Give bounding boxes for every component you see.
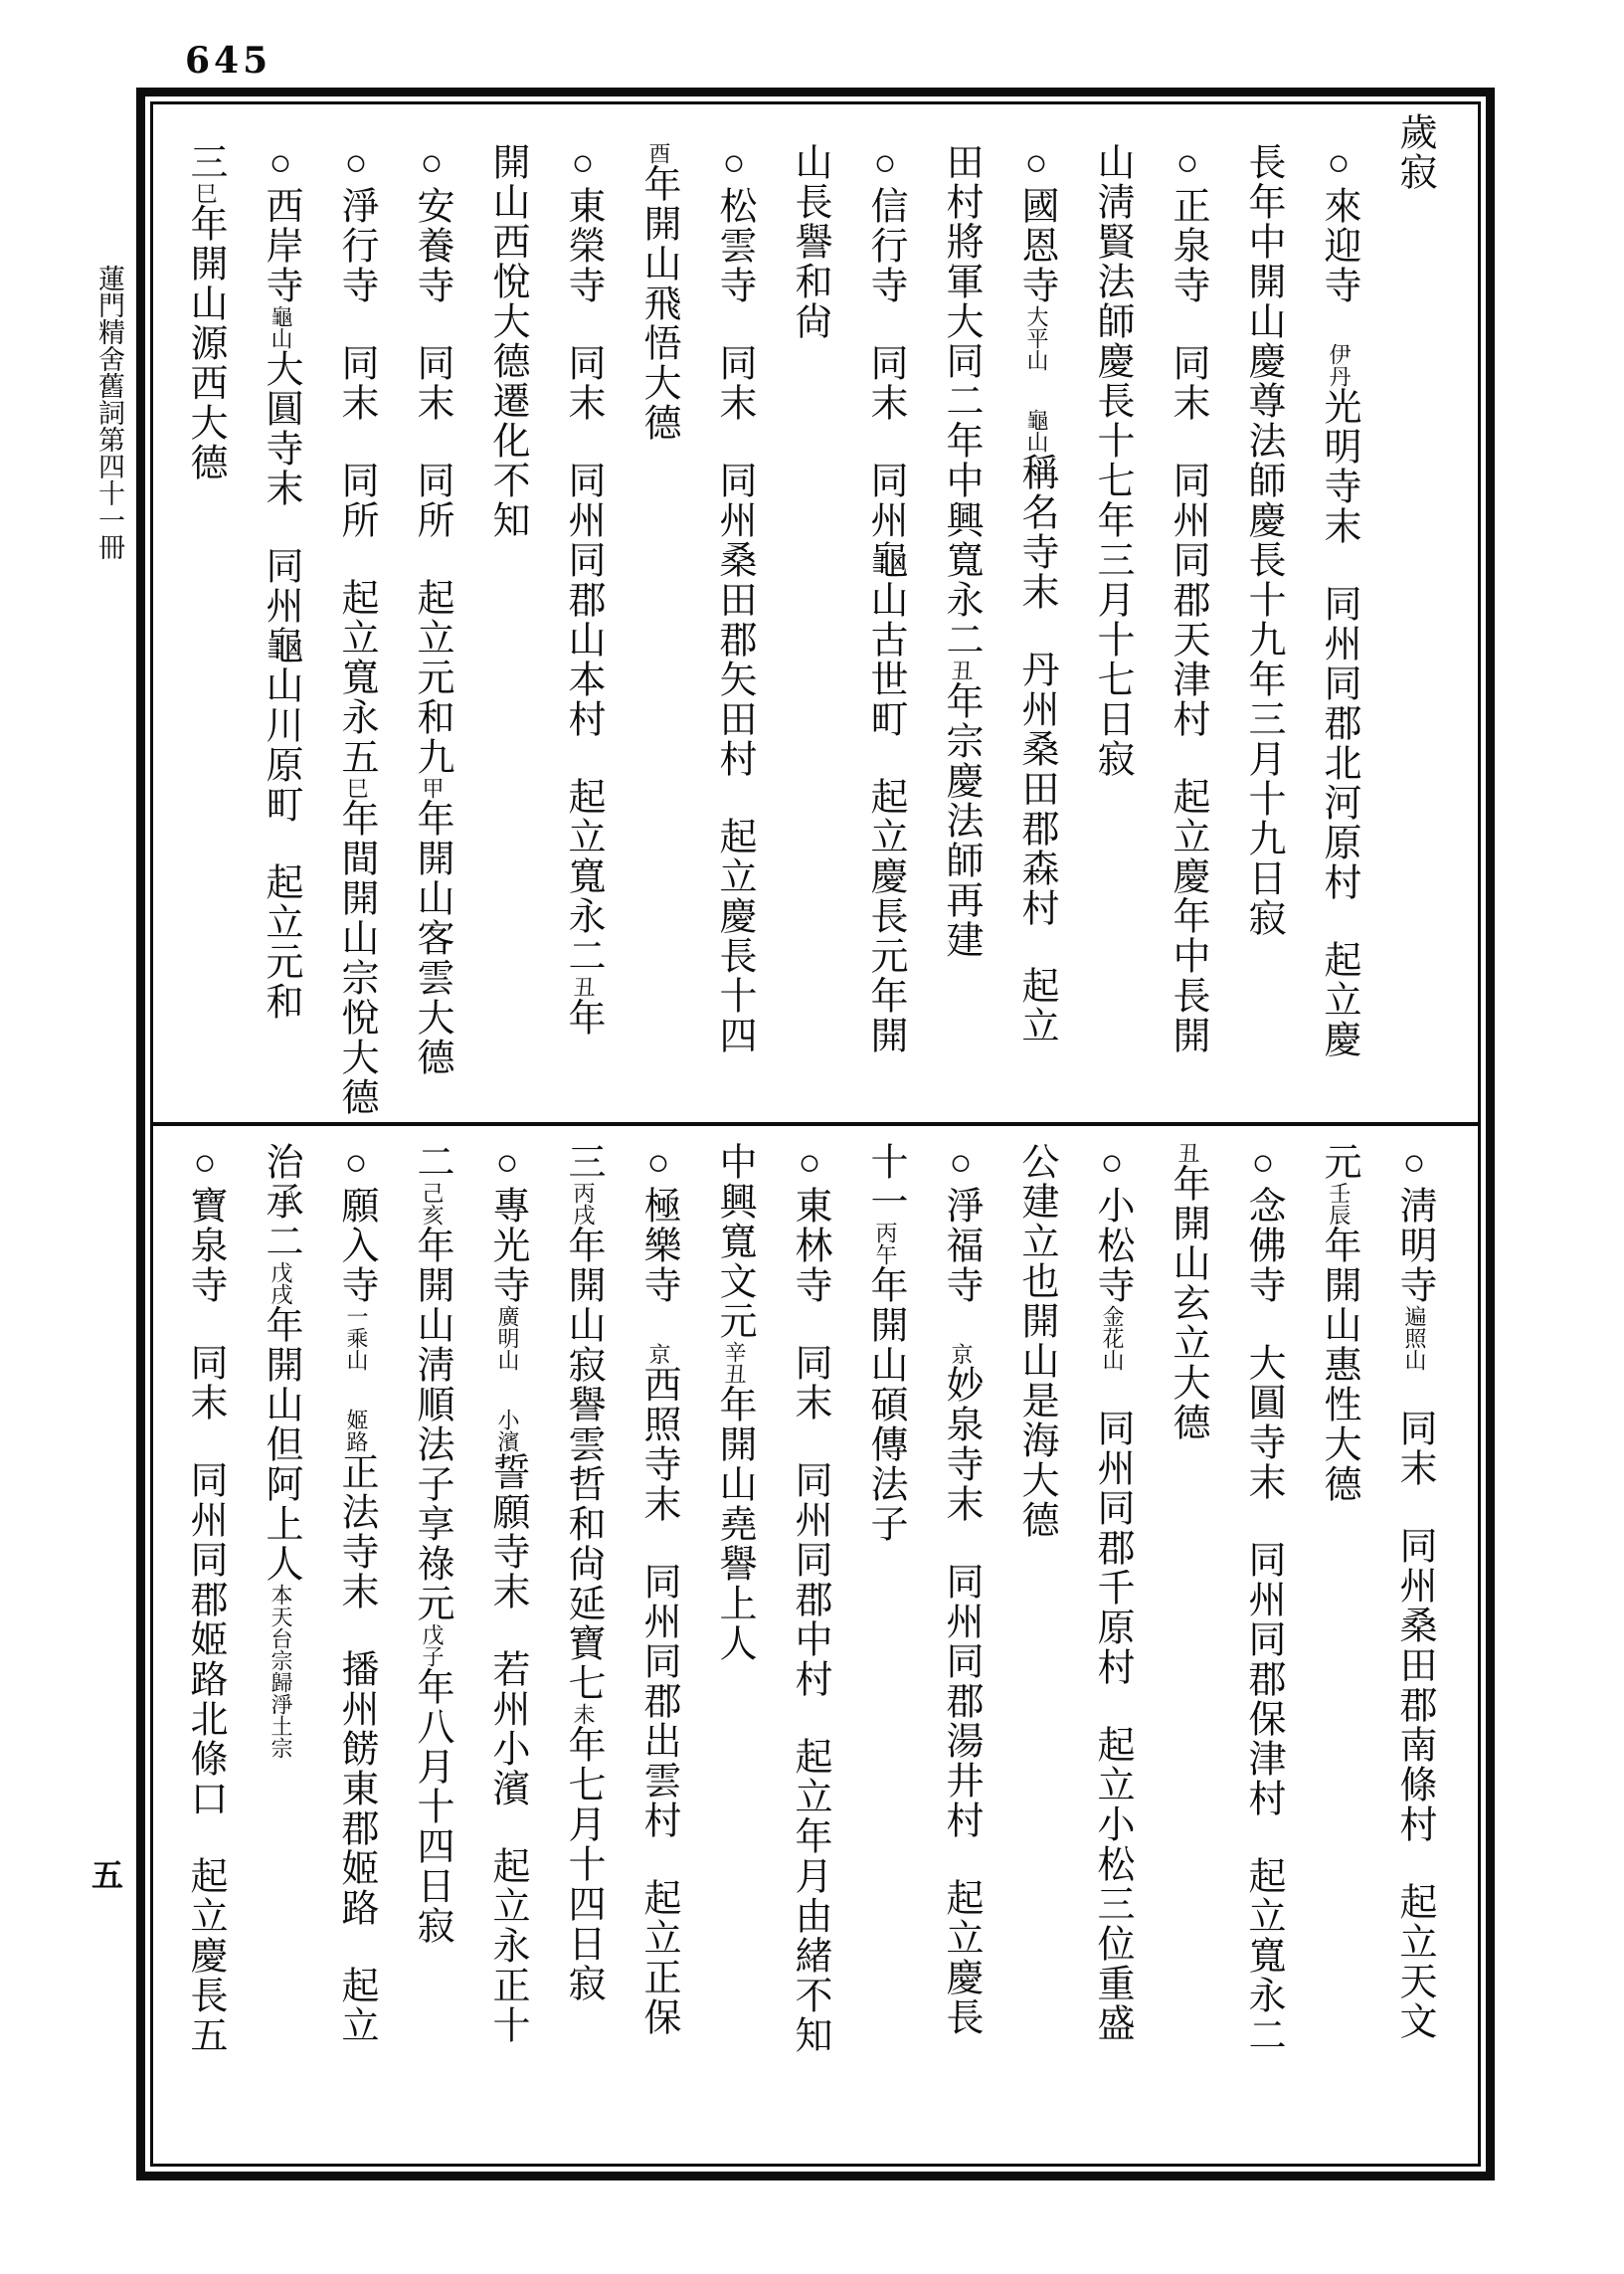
text-run: 年宗慶法師再建 xyxy=(940,681,982,960)
text-run: 年開山惠性大德 xyxy=(1318,1226,1359,1504)
text-run: 妙泉寺末 xyxy=(940,1365,982,1524)
small-annotation: 遍照山 xyxy=(1402,1305,1427,1371)
text-run: 若州小濱 xyxy=(486,1649,528,1808)
text-run: ○寶泉寺 xyxy=(184,1142,226,1305)
small-annotation: 一乘山 xyxy=(344,1305,369,1371)
text-run: 同州同郡北河原村 xyxy=(1318,584,1359,902)
small-annotation: 戊戌 xyxy=(269,1261,293,1305)
text-column xyxy=(394,112,469,1118)
text-run: 起立慶長五 xyxy=(184,1856,226,2055)
text-column xyxy=(167,112,243,1118)
inner-frame xyxy=(150,101,1481,2167)
text-run: 起立 xyxy=(1015,966,1057,1045)
text-column xyxy=(167,1142,243,2160)
text-run: 年開山堯譽上人 xyxy=(713,1385,755,1663)
text-run: ○東林寺 xyxy=(789,1142,830,1305)
text-run: 稱名寺末 xyxy=(1015,453,1057,612)
small-annotation: 金花山 xyxy=(1100,1305,1125,1371)
text-column xyxy=(1225,112,1301,1118)
text-run: ○小松寺 xyxy=(1091,1142,1133,1305)
text-run: 起立寬永五 xyxy=(335,578,377,777)
text-column xyxy=(998,112,1074,1118)
text-run: 治承二 xyxy=(260,1142,301,1261)
text-column xyxy=(1301,112,1376,1118)
small-annotation: 本天台宗歸淨土宗 xyxy=(269,1584,293,1759)
text-run: 同所 xyxy=(335,461,377,540)
text-run: 年七月十四日寂 xyxy=(562,1725,604,2003)
text-column xyxy=(847,1142,923,2160)
text-run: 同末 xyxy=(1167,343,1208,423)
text-run: 丹州桑田郡森村 xyxy=(1015,650,1057,928)
text-run: 同州同郡中村 xyxy=(789,1460,830,1699)
text-column xyxy=(1301,1142,1376,2160)
small-annotation: 廣明山 xyxy=(495,1305,520,1371)
text-run: 起立永正十 xyxy=(486,1846,528,2045)
text-column xyxy=(1376,1142,1452,2160)
small-annotation: 己亥 xyxy=(420,1182,445,1226)
text-run: 山淸賢法師慶長十七年三月十七日寂 xyxy=(1091,142,1133,779)
small-annotation: 丙戌 xyxy=(571,1182,596,1226)
text-run: 同末 xyxy=(864,343,906,423)
small-annotation: 丑 xyxy=(571,976,596,998)
text-run: 同州龜山川原町 xyxy=(260,546,301,825)
text-run: 光明寺末 xyxy=(1318,387,1359,546)
section-top-register xyxy=(153,104,1478,1122)
small-annotation: 小濱 xyxy=(495,1409,520,1452)
small-annotation: 丙午 xyxy=(873,1222,898,1265)
small-annotation: 戊子 xyxy=(420,1623,445,1667)
text-run: 同州桑田郡南條村 xyxy=(1393,1526,1435,1844)
text-column xyxy=(696,112,772,1118)
small-annotation: 京 xyxy=(646,1343,671,1365)
text-run: 開山西悅大德遷化不知 xyxy=(486,142,528,540)
text-run: ○淨福寺 xyxy=(940,1142,982,1305)
text-run: 年開山飛悟大德 xyxy=(637,164,679,443)
text-run: 同末 xyxy=(713,343,755,423)
small-annotation: 辛丑 xyxy=(722,1341,747,1385)
text-run: ○來迎寺 xyxy=(1318,142,1359,305)
text-run: 起立元和 xyxy=(260,862,301,1022)
text-column xyxy=(621,1142,696,2160)
text-run: ○國恩寺 xyxy=(1015,142,1057,305)
text-run: 起立寬永二 xyxy=(562,777,604,976)
small-annotation: 丑 xyxy=(949,660,974,681)
text-run: 同州同郡山本村 xyxy=(562,461,604,739)
text-run: 三 xyxy=(562,1142,604,1182)
text-run: 年開山客雲大德 xyxy=(411,799,452,1077)
text-column xyxy=(923,112,998,1118)
text-run: ○東榮寺 xyxy=(562,142,604,305)
margin-volume-title: 蓮門精舍舊詞第四十一冊 xyxy=(94,265,124,560)
text-run: 同末 xyxy=(562,343,604,423)
small-annotation: 伊丹 xyxy=(1327,343,1352,387)
text-run: 同州同郡出雲村 xyxy=(637,1562,679,1840)
text-run: 中興寬文元 xyxy=(713,1142,755,1341)
text-run: 公建立也開山是海大德 xyxy=(1015,1142,1057,1540)
text-run: 年開山碩傳法子 xyxy=(864,1265,906,1544)
text-column xyxy=(545,1142,621,2160)
text-column xyxy=(545,112,621,1118)
margin-folio-number: 五 xyxy=(91,1857,124,1893)
text-run: 起立天文 xyxy=(1393,1882,1435,2041)
text-column xyxy=(394,1142,469,2160)
text-column xyxy=(1150,1142,1225,2160)
text-run: 年 xyxy=(562,998,604,1038)
text-column xyxy=(318,112,394,1118)
text-run: 起立寬永二 xyxy=(1242,1856,1284,2055)
text-run: 同末 xyxy=(789,1343,830,1422)
text-run: 起立 xyxy=(335,1966,377,2045)
text-run: 大圓寺末 xyxy=(1242,1343,1284,1502)
small-annotation: 京 xyxy=(949,1343,974,1365)
text-run: 起立慶長元年開 xyxy=(864,777,906,1055)
text-run: 同末 xyxy=(411,343,452,423)
text-run: ○松雲寺 xyxy=(713,142,755,305)
text-run: ○極樂寺 xyxy=(637,1142,679,1305)
text-run: 年間開山宗悅大德 xyxy=(335,799,377,1117)
text-column xyxy=(243,112,318,1118)
text-run: 歲寂 xyxy=(1393,112,1435,192)
text-run: 起立小松三位重盛 xyxy=(1091,1725,1133,2043)
small-annotation: 未 xyxy=(571,1703,596,1725)
text-run: 同末 xyxy=(335,343,377,423)
page-frame xyxy=(136,88,1495,2180)
small-annotation: 酉 xyxy=(646,142,671,164)
text-run: 西照寺末 xyxy=(637,1365,679,1524)
text-run: 年八月十四日寂 xyxy=(411,1667,452,1946)
text-column xyxy=(923,1142,998,2160)
text-run: ○專光寺 xyxy=(486,1142,528,1305)
text-run: 同州同郡天津村 xyxy=(1167,461,1208,739)
text-run: 同末 xyxy=(1393,1409,1435,1488)
text-column xyxy=(1074,1142,1150,2160)
text-column xyxy=(1074,112,1150,1118)
text-run: 播州餝東郡姬路 xyxy=(335,1649,377,1928)
text-run: ○安養寺 xyxy=(411,142,452,305)
text-run: 元 xyxy=(1318,1142,1359,1182)
text-run: 三 xyxy=(184,142,226,182)
text-column xyxy=(847,112,923,1118)
text-run: 起立元和九 xyxy=(411,578,452,777)
text-run: 二 xyxy=(411,1142,452,1182)
page-number: 645 xyxy=(185,40,272,82)
text-run: 同州龜山古世町 xyxy=(864,461,906,739)
text-run: 年開山源西大德 xyxy=(184,204,226,482)
text-column xyxy=(772,1142,847,2160)
small-annotation: 龜山 xyxy=(269,305,293,349)
text-run: 同末 xyxy=(184,1343,226,1422)
text-run: 大圓寺末 xyxy=(260,349,301,508)
text-run: 起立慶長 xyxy=(940,1878,982,2037)
text-run: 起立慶 xyxy=(1318,940,1359,1059)
text-run: ○淸明寺 xyxy=(1393,1142,1435,1305)
text-column xyxy=(772,112,847,1118)
text-run: 年開山淸順法子享祿元 xyxy=(411,1226,452,1623)
text-run: 年開山玄立大德 xyxy=(1167,1164,1208,1442)
text-column xyxy=(621,112,696,1118)
text-run: ○願入寺 xyxy=(335,1142,377,1305)
small-annotation: 丑 xyxy=(1175,1142,1200,1164)
text-run: 正法寺末 xyxy=(335,1452,377,1611)
text-run: ○西岸寺 xyxy=(260,142,301,305)
small-annotation: 龜山 xyxy=(1024,409,1049,453)
text-run: 起立慶年中長開 xyxy=(1167,777,1208,1055)
text-run: 同州同郡保津村 xyxy=(1242,1540,1284,1818)
text-column xyxy=(1225,1142,1301,2160)
small-annotation: 壬辰 xyxy=(1327,1182,1352,1226)
text-run: 田村將軍大同二年中興寬永二 xyxy=(940,142,982,660)
text-run: ○正泉寺 xyxy=(1167,142,1208,305)
text-run: 年開山寂譽雲哲和尙延寶七 xyxy=(562,1226,604,1703)
text-column xyxy=(998,1142,1074,2160)
text-column xyxy=(696,1142,772,2160)
small-annotation: 甲 xyxy=(420,777,445,799)
text-run: ○信行寺 xyxy=(864,142,906,305)
text-column xyxy=(243,1142,318,2160)
text-column xyxy=(469,1142,545,2160)
text-run: 誓願寺末 xyxy=(486,1452,528,1611)
text-run: 同所 xyxy=(411,461,452,540)
text-run: 同州同郡千原村 xyxy=(1091,1409,1133,1687)
section-header-column xyxy=(1376,112,1452,1118)
text-run: 起立正保 xyxy=(637,1878,679,2037)
text-run: ○淨行寺 xyxy=(335,142,377,305)
small-annotation: 姬路 xyxy=(344,1409,369,1452)
text-run: 同州同郡湯井村 xyxy=(940,1562,982,1840)
text-column xyxy=(1150,112,1225,1118)
text-run: ○念佛寺 xyxy=(1242,1142,1284,1305)
text-run: 起立慶長十四 xyxy=(713,817,755,1055)
text-run: 年開山但阿上人 xyxy=(260,1305,301,1584)
text-run: 山長譽和尙 xyxy=(789,142,830,341)
text-run: 長年中開山慶尊法師慶長十九年三月十九日寂 xyxy=(1242,142,1284,938)
text-column xyxy=(318,1142,394,2160)
text-run: 同州桑田郡矢田村 xyxy=(713,461,755,779)
text-run: 十一 xyxy=(864,1142,906,1222)
text-column xyxy=(469,112,545,1118)
text-run: 起立年月由緒不知 xyxy=(789,1737,830,2055)
small-annotation: 巳 xyxy=(344,777,369,799)
text-run: 同州同郡姬路北條口 xyxy=(184,1460,226,1818)
section-bottom-register xyxy=(153,1126,1478,2164)
small-annotation: 巳 xyxy=(193,182,218,204)
small-annotation: 大平山 xyxy=(1024,305,1049,371)
